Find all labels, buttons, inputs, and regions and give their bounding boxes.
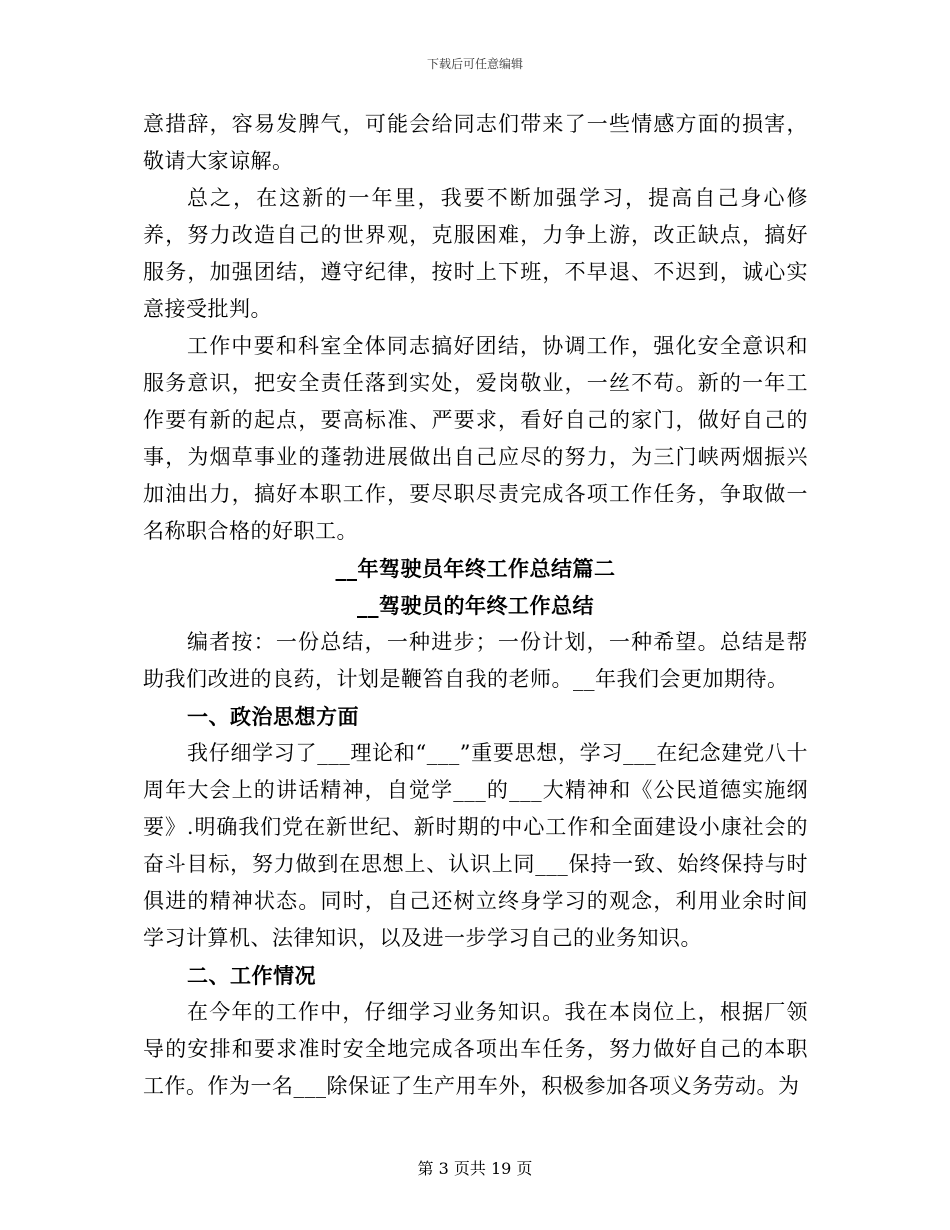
paragraph-work-plan: 工作中要和科室全体同志搞好团结，协调工作，强化安全意识和服务意识，把安全责任落到实处，爱岗敬业，一丝不苟。新的一年工作要有新的起点，要高标准、严要求，看好自己的家门，做好自己的事，为烟草事业的蓬勃进展做出自己应尽的努力，为三门峡两烟振兴加油出力，搞好本职工作，要尽职尽责完成各项工作任务，争取做一名称职合格的好职工。: [143, 334, 808, 543]
section-heading-politics: 一、政治思想方面: [187, 704, 359, 729]
paragraph-work: 在今年的工作中，仔细学习业务知识。我在本岗位上，根据厂领导的安排和要求准时安全地完成各项出车任务，努力做好自己的本职工作。作为一名___除保证了生产用车外，积极参加各项义务劳动。为: [143, 1000, 808, 1098]
article-title: __年驾驶员年终工作总结篇二: [335, 556, 616, 581]
document-body: [143, 106, 808, 1105]
page-footer: 第 3 页共 19 页: [417, 1159, 533, 1178]
paragraph-summary: 总之，在这新的一年里，我要不断加强学习，提高自己身心修养，努力改造自己的世界观，克服困难，力争上游，改正缺点，搞好服务，加强团结，遵守纪律，按时上下班，不早退、不迟到，诚心实意接受批判。: [143, 186, 808, 321]
paragraph-editor-note: 编者按：一份总结，一种进步；一份计划，一种希望。总结是帮助我们改进的良药，计划是鞭笞自我的老师。__年我们会更加期待。: [143, 630, 808, 691]
paragraph-politics: 我仔细学习了___理论和“___”重要思想，学习___在纪念建党八十周年大会上的讲话精神，自觉学___的___大精神和《公民道德实施纲要》.明确我们党在新世纪、新时期的中心工作和全面建设小康社会的奋斗目标，努力做到在思想上、认识上同___保持一致、始终保持与时俱进的精神状态。同时，自己还树立终身学习的观念，利用业余时间学习计算机、法律知识，以及进一步学习自己的业务知识。: [143, 741, 808, 950]
section-heading-work: 二、工作情况: [187, 963, 316, 988]
paragraph-continuation: 意措辞，容易发脾气，可能会给同志们带来了一些情感方面的损害，敬请大家谅解。: [143, 112, 808, 173]
article-subtitle: __驾驶员的年终工作总结: [357, 593, 594, 618]
page-header: 下载后可任意编辑: [426, 57, 523, 71]
